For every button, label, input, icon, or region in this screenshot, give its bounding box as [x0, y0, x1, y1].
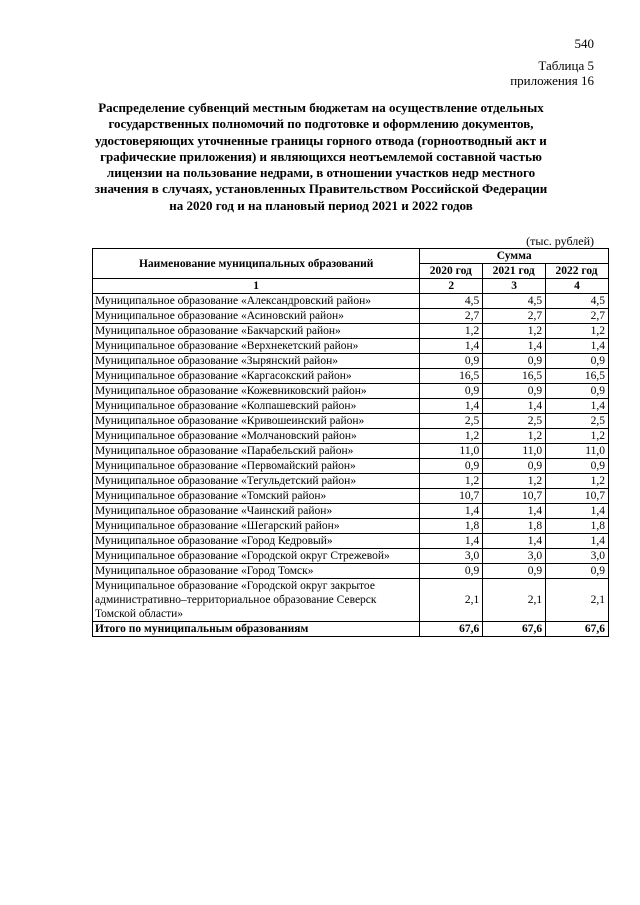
table-row [93, 354, 609, 369]
column-header-2022: 2022 год [546, 264, 609, 279]
value-2022: 0,9 [546, 564, 609, 579]
title-line: государственных полномочий по подготовке и оформлению документов, [108, 116, 534, 132]
value-2020: 11,0 [420, 444, 483, 459]
value-2020: 1,4 [420, 339, 483, 354]
municipality-name: Муниципальное образование «Александровский район» [93, 294, 420, 309]
value-2020: 1,2 [420, 429, 483, 444]
value-2021: 11,0 [483, 444, 546, 459]
value-2020: 16,5 [420, 369, 483, 384]
title-line: удостоверяющих уточненные границы горного отвода (горноотводный акт и [95, 132, 547, 148]
table-row [93, 579, 609, 622]
municipality-name: Муниципальное образование «Парабельский район» [93, 444, 420, 459]
value-2020: 3,0 [420, 549, 483, 564]
value-2022: 1,4 [546, 534, 609, 549]
table-row [93, 459, 609, 474]
municipality-name: Муниципальное образование «Чаинский район» [93, 504, 420, 519]
value-2020: 0,9 [420, 564, 483, 579]
municipality-name: Муниципальное образование «Город Томск» [93, 564, 420, 579]
table-row [93, 549, 609, 564]
index-cell: 3 [483, 279, 546, 294]
total-row [93, 622, 609, 637]
total-label: Итого по муниципальным образованиям [93, 622, 420, 637]
value-2020: 4,5 [420, 294, 483, 309]
index-cell: 4 [546, 279, 609, 294]
value-2021: 0,9 [483, 384, 546, 399]
column-header-sum: Сумма [420, 249, 609, 264]
units-label: (тыс. рублей) [526, 234, 594, 248]
municipality-name: Муниципальное образование «Верхнекетский район» [93, 339, 420, 354]
municipality-name: Муниципальное образование «Первомайский район» [93, 459, 420, 474]
municipality-name: Муниципальное образование «Зырянский район» [93, 354, 420, 369]
value-2020: 1,4 [420, 534, 483, 549]
table-row [93, 369, 609, 384]
total-2022: 67,6 [546, 622, 609, 637]
municipality-name: Муниципальное образование «Молчановский район» [93, 429, 420, 444]
title-line: Распределение субвенций местным бюджетам на осуществление отдельных [98, 100, 544, 115]
table-row [93, 534, 609, 549]
table-body [93, 294, 609, 637]
table-row [93, 339, 609, 354]
value-2020: 1,4 [420, 399, 483, 414]
value-2021: 2,1 [483, 579, 546, 622]
page-number: 540 [574, 36, 594, 51]
value-2021: 2,5 [483, 414, 546, 429]
value-2021: 16,5 [483, 369, 546, 384]
municipality-name: Муниципальное образование «Томский район» [93, 489, 420, 504]
table-row [93, 444, 609, 459]
table-row [93, 489, 609, 504]
header-row [93, 249, 609, 264]
value-2022: 2,5 [546, 414, 609, 429]
municipality-name: Муниципальное образование «Колпашевский район» [93, 399, 420, 414]
title-line: на 2020 год и на плановый период 2021 и 2022 годов [169, 197, 473, 213]
index-row [93, 279, 609, 294]
value-2022: 0,9 [546, 354, 609, 369]
value-2022: 1,4 [546, 399, 609, 414]
municipality-name: Муниципальное образование «Кожевниковский район» [93, 384, 420, 399]
table-ref-line-1: Таблица 5 [538, 58, 594, 73]
value-2022: 1,4 [546, 339, 609, 354]
value-2020: 1,2 [420, 324, 483, 339]
column-header-name: Наименование муниципальных образований [93, 249, 420, 279]
value-2022: 2,7 [546, 309, 609, 324]
value-2022: 1,4 [546, 504, 609, 519]
value-2020: 0,9 [420, 459, 483, 474]
value-2021: 1,2 [483, 324, 546, 339]
value-2021: 1,2 [483, 429, 546, 444]
total-2021: 67,6 [483, 622, 546, 637]
table-row [93, 399, 609, 414]
total-2020: 67,6 [420, 622, 483, 637]
title-line: графические приложения) и являющихся неотъемлемой составной частью [100, 148, 542, 164]
value-2021: 10,7 [483, 489, 546, 504]
municipality-name: Муниципальное образование «Каргасокский район» [93, 369, 420, 384]
value-2022: 2,1 [546, 579, 609, 622]
table-ref-line-2: приложения 16 [510, 73, 594, 88]
value-2020: 2,7 [420, 309, 483, 324]
table-row [93, 429, 609, 444]
document-title [88, 100, 554, 214]
value-2020: 0,9 [420, 384, 483, 399]
value-2022: 1,2 [546, 474, 609, 489]
index-cell: 2 [420, 279, 483, 294]
table-row [93, 309, 609, 324]
value-2020: 1,2 [420, 474, 483, 489]
table-reference [510, 58, 594, 88]
value-2020: 1,4 [420, 504, 483, 519]
value-2022: 0,9 [546, 384, 609, 399]
value-2022: 1,2 [546, 429, 609, 444]
value-2022: 16,5 [546, 369, 609, 384]
value-2020: 2,5 [420, 414, 483, 429]
value-2021: 1,2 [483, 474, 546, 489]
value-2021: 0,9 [483, 459, 546, 474]
table-row [93, 294, 609, 309]
table-row [93, 474, 609, 489]
value-2022: 1,2 [546, 324, 609, 339]
value-2021: 1,4 [483, 399, 546, 414]
value-2020: 0,9 [420, 354, 483, 369]
value-2022: 10,7 [546, 489, 609, 504]
value-2022: 1,8 [546, 519, 609, 534]
value-2021: 1,8 [483, 519, 546, 534]
value-2022: 0,9 [546, 459, 609, 474]
municipality-name: Муниципальное образование «Городской округ Стрежевой» [93, 549, 420, 564]
value-2020: 1,8 [420, 519, 483, 534]
title-line: лицензии на пользование недрами, в отношении участков недр местного [106, 165, 536, 181]
value-2021: 0,9 [483, 354, 546, 369]
table-row [93, 504, 609, 519]
table-row [93, 564, 609, 579]
value-2021: 1,4 [483, 534, 546, 549]
value-2022: 3,0 [546, 549, 609, 564]
municipality-name: Муниципальное образование «Кривошеинский район» [93, 414, 420, 429]
title-line: значения в случаях, установленных Правительством Российской Федерации [94, 181, 548, 197]
value-2021: 1,4 [483, 339, 546, 354]
column-header-2020: 2020 год [420, 264, 483, 279]
table-row [93, 414, 609, 429]
municipality-name: Муниципальное образование «Шегарский район» [93, 519, 420, 534]
value-2020: 10,7 [420, 489, 483, 504]
value-2021: 0,9 [483, 564, 546, 579]
table-row [93, 324, 609, 339]
municipality-name: Муниципальное образование «Тегульдетский район» [93, 474, 420, 489]
municipality-name: Муниципальное образование «Город Кедровый» [93, 534, 420, 549]
column-header-2021: 2021 год [483, 264, 546, 279]
value-2022: 11,0 [546, 444, 609, 459]
table-row [93, 384, 609, 399]
value-2021: 1,4 [483, 504, 546, 519]
subvention-table [92, 248, 609, 637]
table-row [93, 519, 609, 534]
municipality-name: Муниципальное образование «Бакчарский район» [93, 324, 420, 339]
value-2021: 3,0 [483, 549, 546, 564]
municipality-name: Муниципальное образование «Асиновский район» [93, 309, 420, 324]
value-2022: 4,5 [546, 294, 609, 309]
municipality-name: Муниципальное образование «Городской округ закрытое административно–территориальное образование Северск Томской области» [93, 579, 420, 622]
value-2021: 4,5 [483, 294, 546, 309]
value-2020: 2,1 [420, 579, 483, 622]
value-2021: 2,7 [483, 309, 546, 324]
index-cell: 1 [93, 279, 420, 294]
